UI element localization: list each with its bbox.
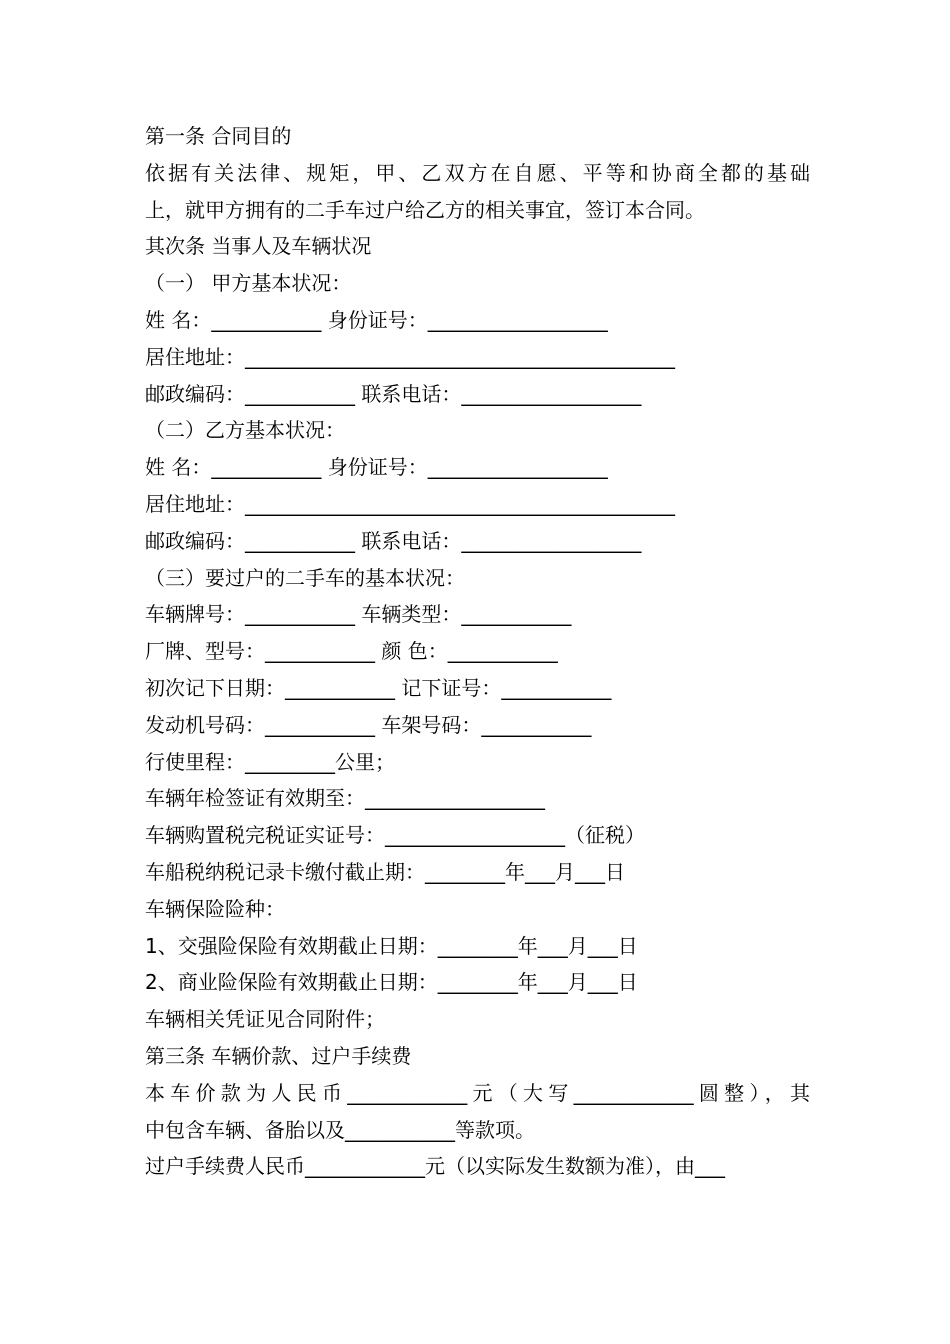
vehicle-documents-line: 车辆相关凭证见合同附件； xyxy=(145,1007,385,1032)
article-1-text-line-2: 上，就甲方拥有的二手车过户给乙方的相关事宜，签订本合同。 xyxy=(145,197,705,222)
party-a-postcode-phone-line: 邮政编码：___________ 联系电话：__________________ xyxy=(145,381,642,406)
party-a-name-id-line: 姓 名：___________ 身份证号：__________________ xyxy=(145,307,608,332)
vehicle-plate-type-line: 车辆牌号：___________ 车辆类型：___________ xyxy=(145,602,572,627)
vehicle-registration-line: 初次记下日期：___________ 记下证号：___________ xyxy=(145,675,612,700)
insurance-compulsory-line: 1、交强险保险有效期截止日期：________年___月___日 xyxy=(145,933,638,958)
article-2-heading: 其次条 当事人及车辆状况 xyxy=(145,234,372,259)
price-line-2: 中包含车辆、备胎以及___________等款项。 xyxy=(145,1117,535,1142)
party-a-address-line: 居住地址：___________________________________________ xyxy=(145,344,675,369)
transfer-fee-line: 过户手续费人民币____________元（以实际发生数额为准），由___ xyxy=(145,1154,725,1179)
insurance-heading: 车辆保险险种： xyxy=(145,896,285,921)
vehicle-brand-color-line: 厂牌、型号：___________ 颜 色：___________ xyxy=(145,639,558,664)
vehicle-heading: （三）要过户的二手车的基本状况： xyxy=(145,565,465,590)
party-b-name-id-line: 姓 名：___________ 身份证号：__________________ xyxy=(145,455,608,480)
party-b-heading: （二）乙方基本状况： xyxy=(145,418,345,443)
party-b-address-line: 居住地址：___________________________________________ xyxy=(145,491,675,516)
vehicle-inspection-line: 车辆年检签证有效期至：__________________ xyxy=(145,786,545,811)
vehicle-purchase-tax-line: 车辆购置税完税证实证号：__________________（征税） xyxy=(145,823,645,848)
article-1-heading: 第一条 合同目的 xyxy=(145,124,292,148)
party-a-heading: （一） 甲方基本状况： xyxy=(145,271,352,296)
vehicle-vessel-tax-line: 车船税纳税记录卡缴付截止期：________年___月___日 xyxy=(145,859,625,884)
vehicle-engine-frame-line: 发动机号码：___________ 车架号码：___________ xyxy=(145,712,592,737)
party-b-postcode-phone-line: 邮政编码：___________ 联系电话：__________________ xyxy=(145,528,642,553)
article-3-heading: 第三条 车辆价款、过户手续费 xyxy=(145,1043,412,1068)
price-line-1: 本车价款为人民币____________元（大写____________圆整），其 xyxy=(145,1080,810,1105)
article-1-text-line-1: 依据有关法律、规矩，甲、乙双方在自愿、平等和协商全都的基础 xyxy=(145,160,810,185)
vehicle-mileage-line: 行使里程：_________公里； xyxy=(145,749,395,774)
contract-body xyxy=(145,118,810,1185)
insurance-commercial-line: 2、商业险保险有效期截止日期：________年___月___日 xyxy=(145,970,638,995)
